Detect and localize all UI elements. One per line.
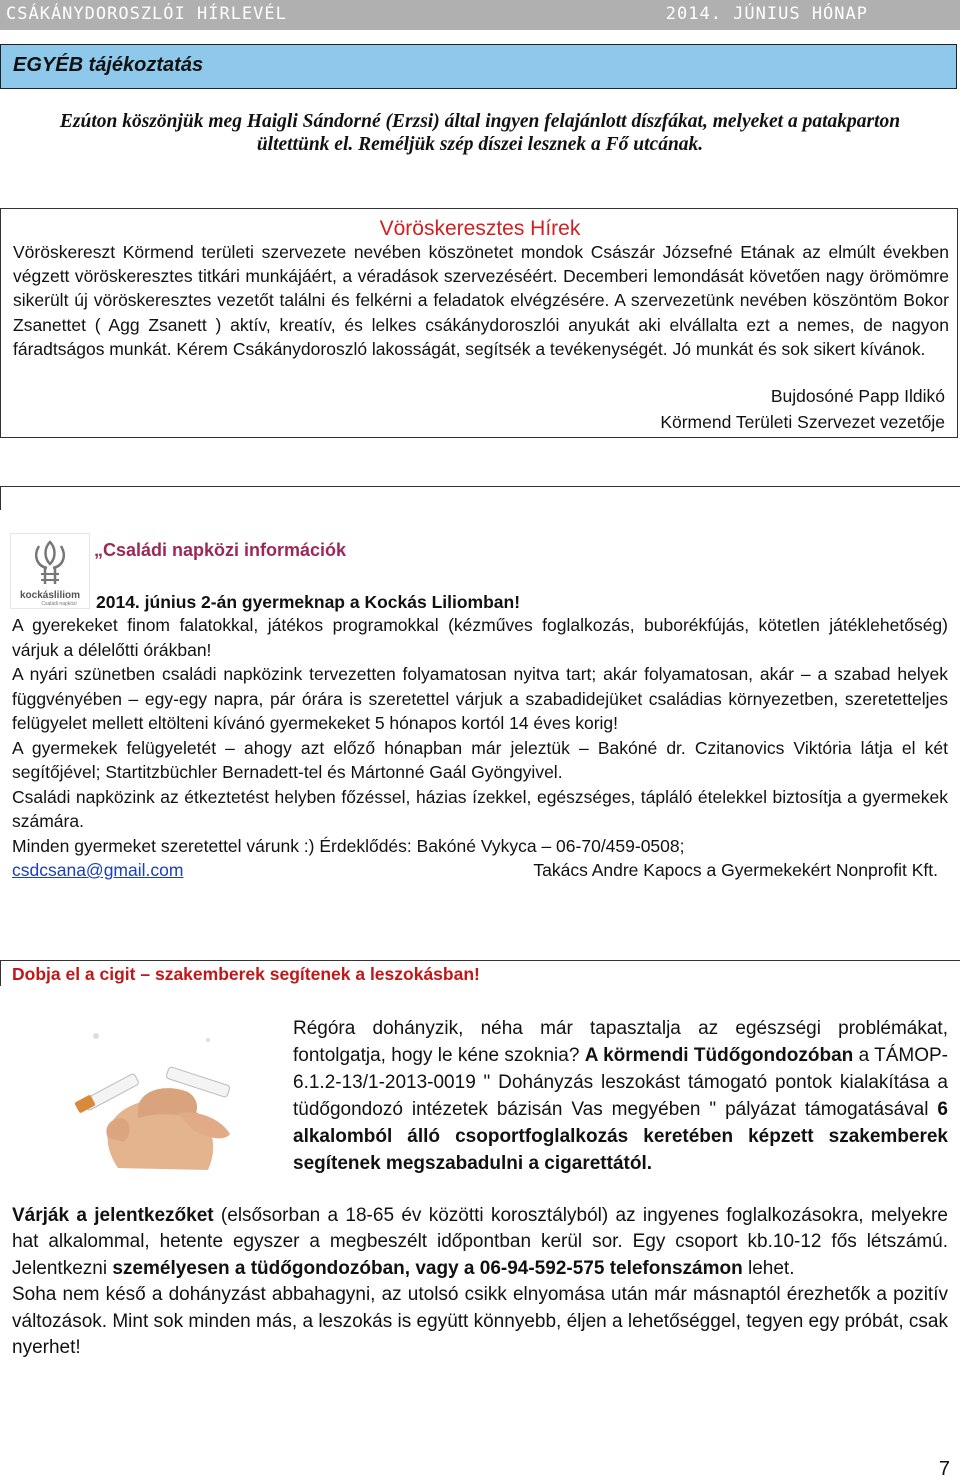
redcross-news-box xyxy=(0,208,958,438)
dobja-bold: Várják a jelentkezőket xyxy=(12,1204,214,1226)
redcross-title: Vöröskeresztes Hírek xyxy=(379,217,581,240)
csaladi-signoff: Takács Andre Kapocs a Gyermekekért Nonprofit Kft. xyxy=(533,860,938,880)
dobja-title: Dobja el a cigit – szakemberek segítenek a leszokásban! xyxy=(12,964,480,984)
dobja-bold: személyesen a tüdőgondozóban, vagy a 06-94-592-575 telefonszámon xyxy=(112,1257,743,1279)
page-header xyxy=(0,0,960,30)
divider xyxy=(0,486,960,487)
divider xyxy=(0,960,960,961)
issue-date: 2014. JÚNIUS HÓNAP xyxy=(665,4,868,24)
thanks-paragraph: Ezúton köszönjük meg Haigli Sándorné (Erzsi) által ingyen felajánlott díszfákat, melyeket a patakparton ültettünk el. Reméljük szép díszei lesznek a Fő utcának. xyxy=(59,111,901,155)
dobja-paragraph: Soha nem késő a dohányzást abbahagyni, az utolsó csikk elnyomása után már másnaptól érezhetők a pozitív változások. Mint sok minden más, a leszokás is együtt könnyebb, éljen a lehetőséggel, tegyen egy próbát, csak nyerhet! xyxy=(12,1284,948,1358)
dobja-intro-text2: a TÁMOP-6.1.2-13/1-2013-0019 " Dohányzás leszokást támogató pontok kialakítása a tüdőgondozó intézetek bázisán Vas megyében " pályázat támogatásával xyxy=(293,1045,949,1120)
broken-cigarette-hand-image xyxy=(48,1018,258,1178)
dobja-intro-bold2: 6 alkalomból álló csoportfoglalkozás keretében képzett szakemberek segítenek megszabadulni a cigarettától. xyxy=(293,1099,948,1174)
redcross-signature-name: Bujdosóné Papp Ildikó xyxy=(770,386,945,406)
newsletter-title: CSÁKÁNYDOROSZLÓI HÍRLEVÉL xyxy=(6,4,287,24)
dobja-intro-text: Régóra dohányzik, néha már tapasztalja az egészségi problémákat, fontolgatja, hogy le kéne szoknia? xyxy=(293,1018,948,1066)
csaladi-paragraph: Családi napközink az étkeztetést helyben főzéssel, házias ízekkel, egészséges, tápláló ételekkel biztosítja a gyermekek számára. xyxy=(12,786,948,831)
divider xyxy=(0,960,1,986)
section-title-egyeb: EGYÉB tájékoztatás xyxy=(13,54,204,76)
csaladi-paragraph: A gyermekek felügyeletét – ahogy azt előző hónapban már jeleztük – Bakóné dr. Czitanovics Viktória látja el két segítőjével; Startitzbüchler Bernadett-tel és Mártonné Gaál Gyöngyivel. xyxy=(12,737,948,782)
svg-text:kockásliliom: kockásliliom xyxy=(19,590,81,601)
dobja-paragraph xyxy=(12,1203,948,1283)
dobja-text: (elsősorban a 18-65 év közötti korosztályból) az ingyenes foglalkozásokra, melyekre hat alkalommal, hetente egyszer a megbeszélt időpontban kerül sor. Egy csoport kb.10-12 fős létszámú. Jelentkezni xyxy=(12,1204,948,1279)
csaladi-paragraph: A nyári szünetben családi napközink tervezetten folyamatosan nyitva tart; akár folyamatosan, akár – a szabad helyek függvényében – egy-egy napra, pár órára is szeretettel várjuk a szabadidejüket családias környezetben, szeretetteljes felügyelet mellett eltölteni kívánó gyermekeket 5 hónapos kortól 14 éves korig! xyxy=(12,664,948,733)
csaladi-title: „Családi napközi információk xyxy=(94,540,347,560)
email-link[interactable]: csdcsana@gmail.com xyxy=(12,860,184,880)
csaladi-paragraph: A gyerekeket finom falatokkal, játékos programokkal (kézműves foglalkozás, buborékfújás, kötetlen játéklehetőség) várjuk a délelőtti órákban! xyxy=(12,615,948,660)
svg-text:Családi napközi: Családi napközi xyxy=(41,601,77,607)
dobja-body xyxy=(12,1176,948,1362)
section-banner-egyeb xyxy=(0,44,957,89)
redcross-body xyxy=(13,240,949,361)
kockas-liliom-logo xyxy=(10,533,90,609)
dobja-text: lehet. xyxy=(748,1257,795,1279)
lily-icon xyxy=(11,534,89,608)
csaladi-paragraph: Minden gyermeket szeretettel várunk :) Érdeklődés: Bakóné Vykyca – 06-70/459-0508; xyxy=(12,835,685,856)
page-number: 7 xyxy=(938,1458,950,1480)
redcross-text: Vöröskereszt Körmend területi szervezete nevében köszönetet mondok Császár Józsefné Etának az elmúlt években végzett vöröskeresztes titkári munkájáért, a véradások szervezéséért. Decemberi lemondását követően nagy örömömre sikerült új vöröskeresztes vezetőt találni és felkérni a feladatok elvégzésére. A szervezetünk nevében köszöntöm Bokor Zsanettet ( Agg Zsanett ) aktív, kreatív, és lelkes csákánydoroszlói anyukát aki elvállalta ezt a nemes, de nagyon fáradtságos munkát. Kérem Csákánydoroszló lakosságát, segítsék a tevékenységét. Jó munkát és sok sikert kívánok. xyxy=(13,242,949,359)
dobja-intro-bold: A körmendi Tüdőgondozóban xyxy=(584,1045,854,1066)
gyermeknap-heading: 2014. június 2-án gyermeknap a Kockás Liliomban! xyxy=(96,592,521,612)
divider xyxy=(0,486,1,510)
redcross-signature-role: Körmend Területi Szervezet vezetője xyxy=(660,412,945,432)
csaladi-body xyxy=(12,613,948,883)
csaladi-contact-line xyxy=(12,858,948,883)
dobja-intro xyxy=(293,1015,948,1177)
